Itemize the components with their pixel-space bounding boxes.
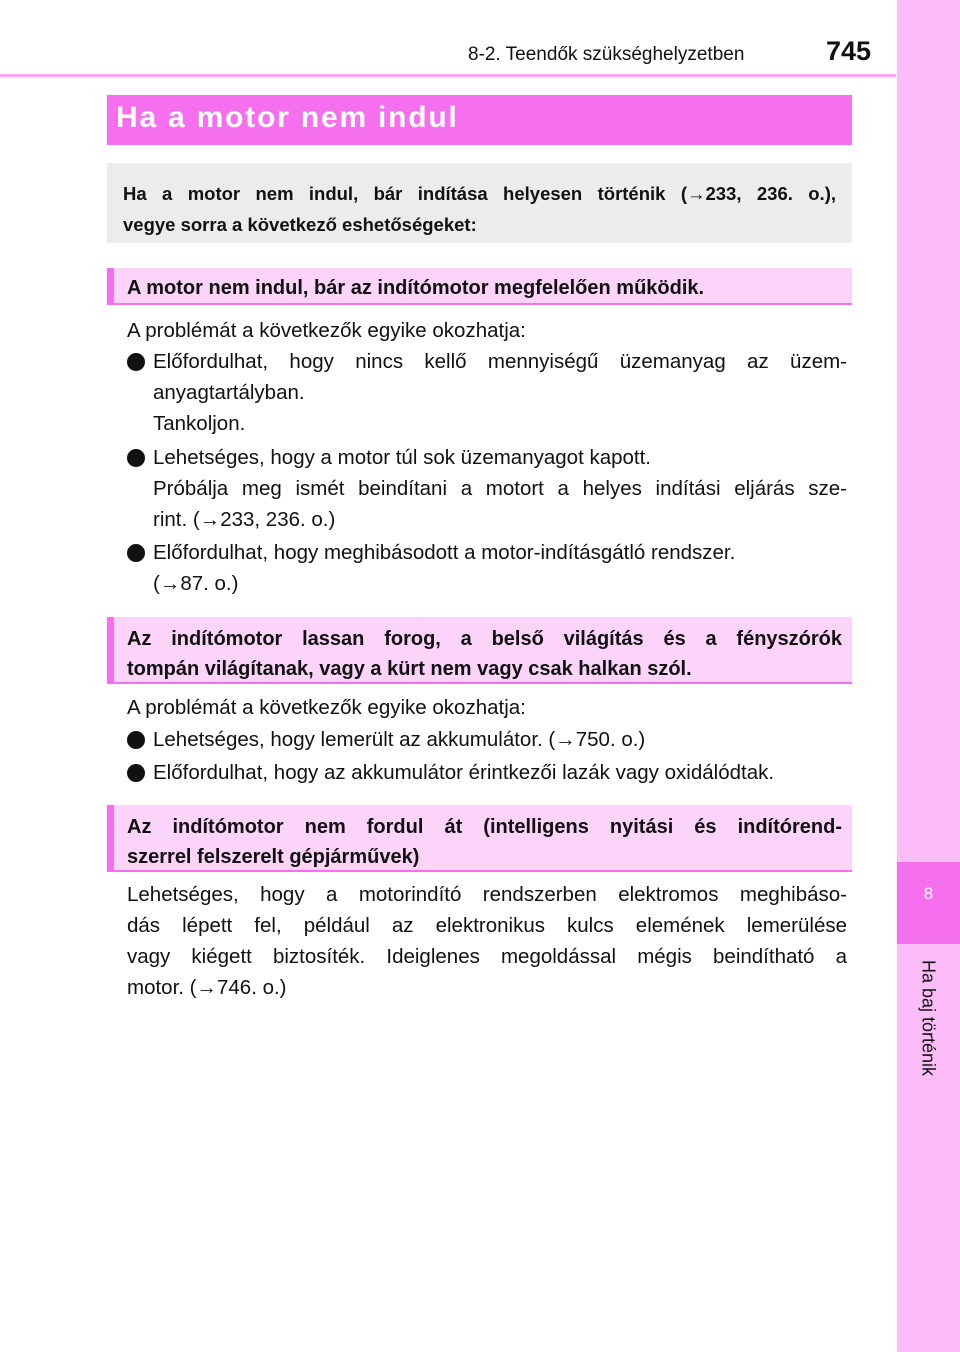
intro-line-2: vegye sorra a következő eshetőségeket: — [123, 214, 477, 235]
page-title-bar — [107, 95, 852, 145]
list-item — [127, 537, 847, 599]
page-number: 745 — [826, 36, 872, 66]
intro-line-1: Ha a motor nem indul, bár indítása helyesen történik (→233, 236. o.), — [123, 183, 836, 204]
bullet-icon — [127, 731, 145, 749]
list-item — [127, 346, 847, 439]
list-item — [127, 442, 847, 535]
bullet-icon — [127, 353, 145, 371]
section-heading-2-line-1: Az indítómotor lassan forog, a belső világítás és a fényszórók — [127, 628, 842, 650]
section-heading-1-text: A motor nem indul, bár az indítómotor megfelelően működik. — [127, 277, 705, 299]
list-item — [127, 724, 847, 755]
section-heading-3 — [107, 805, 852, 872]
bullet-remedy: rint. (→233, 236. o.) — [153, 508, 336, 531]
bullet-icon — [127, 764, 145, 782]
bullet-text-line: Lehetséges, hogy lemerült az akkumulátor. (→750. o.) — [153, 728, 646, 751]
body-line: dás lépett fel, például az elektronikus kulcs elemének lemerülése — [127, 914, 847, 937]
section-heading-3-line-1: Az indítómotor nem fordul át (intelligens nyitási és indítórend- — [127, 816, 842, 838]
bullet-remedy: Tankoljon. — [153, 412, 246, 435]
chapter-label: Ha baj történik — [918, 959, 939, 1077]
chapter-side-tab — [897, 0, 960, 1352]
bullet-remedy: Próbálja meg ismét beindítani a motort a helyes indítási eljárás sze- — [153, 477, 847, 500]
bullet-text-line: Előfordulhat, hogy meghibásodott a motor-indításgátló rendszer. — [153, 541, 736, 564]
chapter-number: 8 — [923, 884, 934, 903]
list-item — [127, 757, 847, 788]
bullet-text-line: anyagtartályban. — [153, 381, 305, 404]
section-2-lead: A problémát a következők egyike okozhatja: — [127, 696, 526, 719]
section-heading-1 — [107, 268, 852, 305]
section-heading-2-line-2: tompán világítanak, vagy a kürt nem vagy csak halkan szól. — [127, 658, 692, 680]
bullet-text-line: Előfordulhat, hogy nincs kellő mennyiségű üzemanyag az üzem- — [153, 350, 847, 373]
bullet-remedy: (→87. o.) — [153, 572, 239, 595]
section-1-lead: A problémát a következők egyike okozhatja: — [127, 319, 526, 342]
intro-box — [107, 163, 852, 243]
bullet-text-line: Előfordulhat, hogy az akkumulátor érintkezői lazák vagy oxidálódtak. — [153, 761, 775, 784]
section-heading-2 — [107, 617, 852, 684]
header-section-title: 8-2. Teendők szükséghelyzetben — [468, 44, 745, 65]
body-line: motor. (→746. o.) — [127, 976, 287, 999]
page-title: Ha a motor nem indul — [116, 101, 459, 134]
header-divider — [0, 74, 896, 77]
bullet-icon — [127, 544, 145, 562]
section-heading-3-line-2: szerrel felszerelt gépjárművek) — [127, 846, 420, 868]
body-line: Lehetséges, hogy a motorindító rendszerben elektromos meghibáso- — [127, 883, 847, 906]
section-3-body — [127, 879, 847, 1003]
bullet-icon — [127, 449, 145, 467]
bullet-text-line: Lehetséges, hogy a motor túl sok üzemanyagot kapott. — [153, 446, 651, 469]
body-line: vagy kiégett biztosíték. Ideiglenes megoldással mégis beindítható a — [127, 945, 847, 968]
